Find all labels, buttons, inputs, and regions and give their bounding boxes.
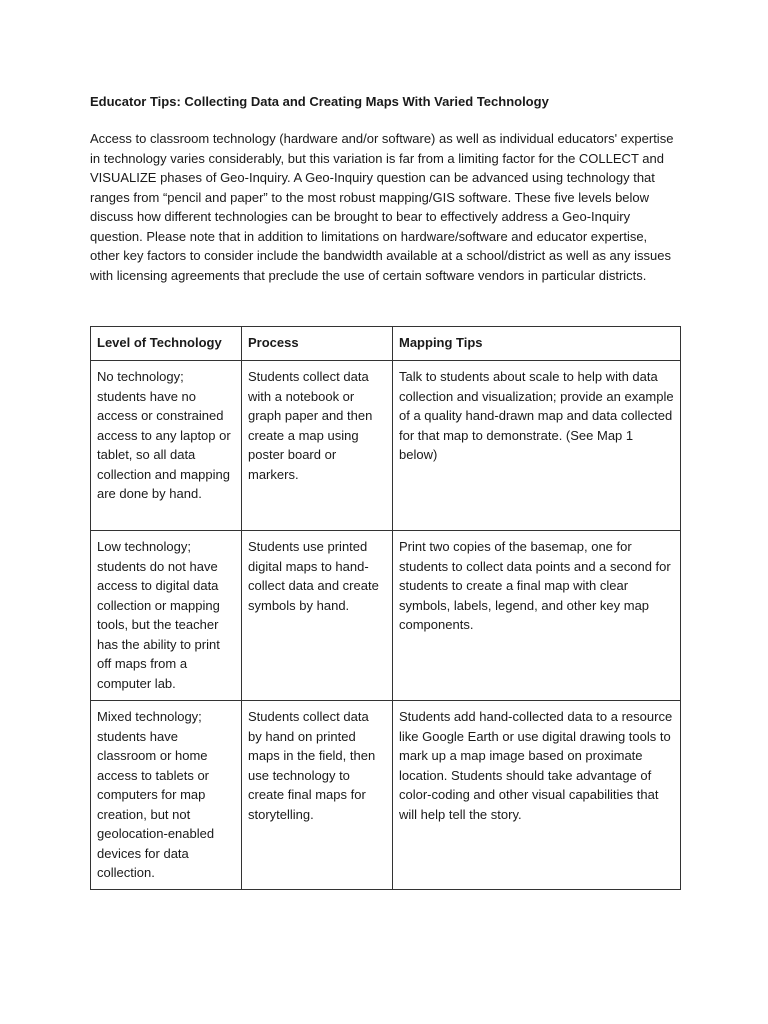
table-row xyxy=(91,531,681,701)
cell-process: Students use printed digital maps to hand-collect data and create symbols by hand. xyxy=(242,531,393,701)
cell-process: Students collect data by hand on printed maps in the field, then use technology to create final maps for storytelling. xyxy=(242,701,393,890)
cell-mapping-tips: Print two copies of the basemap, one for students to collect data points and a second for students to create a final map with clear symbols, labels, legend, and other key map components. xyxy=(393,531,681,701)
cell-level: No technology; students have no access or constrained access to any laptop or tablet, so all data collection and mapping are done by hand. xyxy=(91,361,242,531)
technology-levels-table xyxy=(90,326,681,890)
header-process: Process xyxy=(242,327,393,361)
cell-level: Low technology; students do not have access to digital data collection or mapping tools, but the teacher has the ability to print off maps from a computer lab. xyxy=(91,531,242,701)
header-mapping-tips: Mapping Tips xyxy=(393,327,681,361)
cell-mapping-tips: Students add hand-collected data to a resource like Google Earth or use digital drawing tools to mark up a map image based on proximate location. Students should take advantage of color-coding and other visual capabilities that will help tell the story. xyxy=(393,701,681,890)
table-header-row xyxy=(91,327,681,361)
cell-mapping-tips: Talk to students about scale to help with data collection and visualization; provide an example of a quality hand-drawn map and data collected for that map to demonstrate. (See Map 1 below) xyxy=(393,361,681,531)
table-row xyxy=(91,701,681,890)
document-title: Educator Tips: Collecting Data and Creating Maps With Varied Technology xyxy=(90,94,549,109)
table-row xyxy=(91,361,681,531)
cell-process: Students collect data with a notebook or graph paper and then create a map using poster board or markers. xyxy=(242,361,393,531)
intro-paragraph: Access to classroom technology (hardware and/or software) as well as individual educators' expertise in technology varies considerably, but this variation is far from a limiting factor for the COLLECT and VISUALIZE phases of Geo-Inquiry. A Geo-Inquiry question can be advanced using technology that ranges from “pencil and paper” to the most robust mapping/GIS software. These five levels below discuss how different technologies can be brought to bear to effectively address a Geo-Inquiry question. Please note that in addition to limitations on hardware/software and educator expertise, other key factors to consider include the bandwidth available at a school/district as well as any issues with licensing agreements that preclude the use of certain software vendors in particular districts. xyxy=(90,131,674,283)
cell-level: Mixed technology; students have classroom or home access to tablets or computers for map creation, but not geolocation-enabled devices for data collection. xyxy=(91,701,242,890)
header-level-of-technology: Level of Technology xyxy=(91,327,242,361)
